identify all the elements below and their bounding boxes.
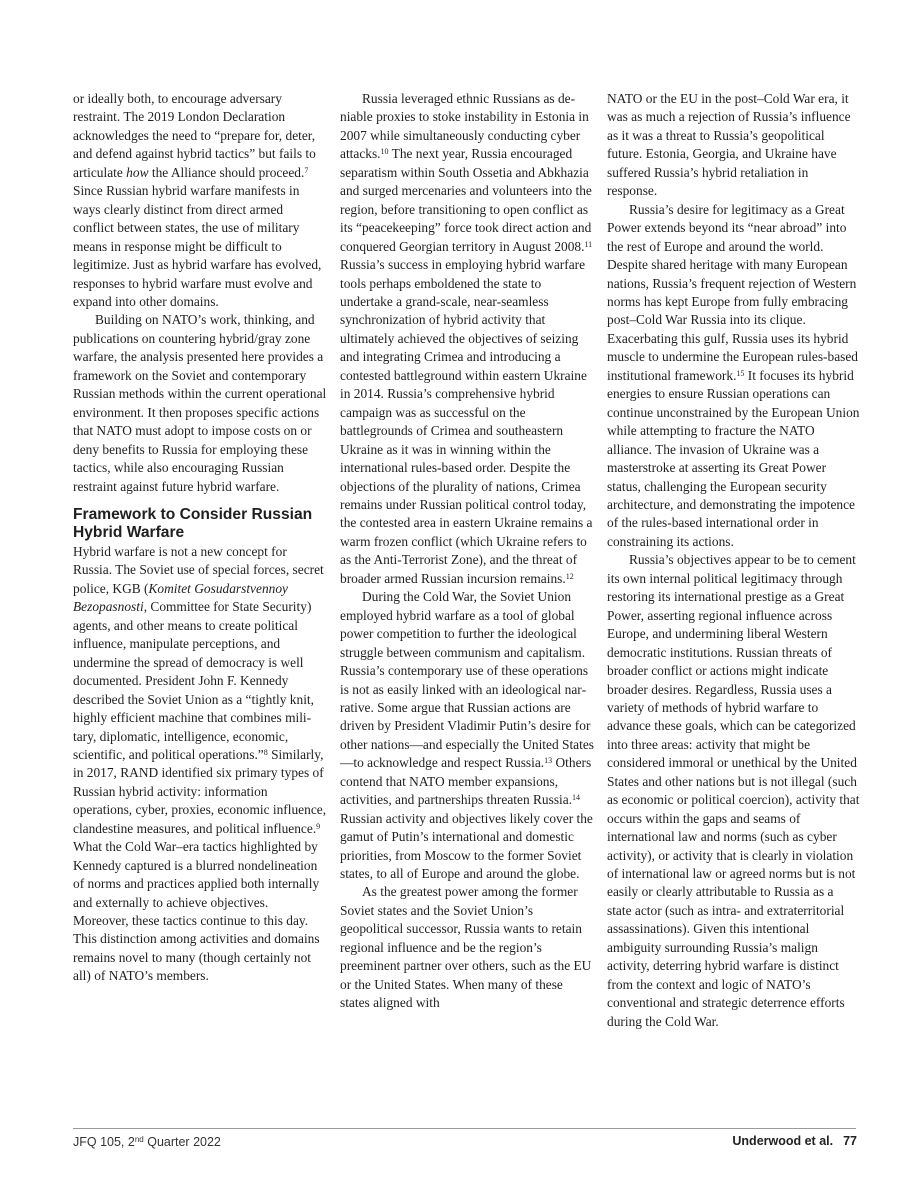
text-run: What the Cold War–era tactics highlighted by Kennedy captured is a blurred nondelineation of norms and practices applied both internally and externally to achieve objectives. Moreover, these tactics continue to this day. This distinction among activities and domains remains novel to many (though certainly not all) of NATO’s members. xyxy=(73,839,320,984)
text-run: The next year, Russia encouraged separatism within South Ossetia and Abkhazia and surged mercenaries and volunteers into the region, before transitioning to open conflict as its “peacekeeping” force took direct action and conquered Georgian territory in August 2008. xyxy=(340,146,592,254)
paragraph xyxy=(73,90,327,311)
emphasis: how xyxy=(126,164,149,180)
text-run: Russian activity and objectives likely cover the gamut of Putin’s international and domestic priorities, from Moscow to the former Soviet states, to all of Europe and around the globe. xyxy=(340,810,593,882)
paragraph: As the greatest power among the former Soviet states and the Soviet Union’s geopolitical successor, Russia wants to retain regional influence and be the region’s preeminent partner over others, such as the EU or the United States. When many of these states aligned with xyxy=(340,884,592,1011)
paragraph xyxy=(340,588,594,883)
text-run: Russia’s desire for legitimacy as a Great Power extends beyond its “near abroad” into the rest of Europe and around the world. Despite shared heritage with many European nations, Russia’s frequent rejection of Western norms has kept Europe from fully embracing post–Cold War Russia into its clique. Exacerbating this gulf, Russia uses its hybrid muscle to undermine the European rules-based institutional framework. xyxy=(607,201,858,383)
footnote-ref[interactable]: 14 xyxy=(572,793,581,803)
text-run: Hybrid warfare is not a new concept for Russia. The Soviet use of special forces, secret police, KGB ( xyxy=(73,543,324,596)
running-footer xyxy=(732,1134,857,1148)
footnote-ref[interactable]: 15 xyxy=(736,368,745,378)
text-run: Similarly, in 2017, RAND identified six primary types of Russian hybrid activity: information operations, cyber, proxies, economic influence, clandestine measures, and political influence. xyxy=(73,746,327,836)
paragraph xyxy=(340,90,594,588)
ordinal-suffix: nd xyxy=(134,1135,144,1144)
journal-quarter: Quarter 2022 xyxy=(143,1135,221,1149)
text-run: During the Cold War, the Soviet Union employed hybrid warfare as a tool of global power competition to further the ideological struggle between communism and capitalism. Russia’s contemporary use of these operations is not as easily linked with an ideological narrative. Some argue that Russian actions are driven by President Vladimir Putin’s desire for other nations—and especially the United States—to acknowledge and respect Russia. xyxy=(340,589,594,771)
footnote-ref[interactable]: 12 xyxy=(565,571,574,581)
author-credit: Underwood et al. xyxy=(732,1134,834,1148)
emphasis: Komitet Gosudarstvennoy Bezopasnosti xyxy=(73,580,288,615)
journal-citation xyxy=(73,1135,221,1149)
footnote-ref[interactable]: 7 xyxy=(304,165,309,175)
text-column-3 xyxy=(607,90,861,1031)
text-column-1 xyxy=(73,90,327,986)
text-run: Russia’s success in employing hybrid warfare tools perhaps emboldened the state to undertake a grand-scale, near-seamless synchronization of hybrid activity that ultimately achieved the objectives of seizing and integrating Crimea and introducing a contested battleground within eastern Ukraine in 2014. Russia’s comprehensive hybrid campaign was as successful on the battlegrounds of Crimea and southeastern Ukraine as it was in winning within the international rules-based order. Despite the objections of the plurality of nations, Crimea remains under Russian political control today, the contested area in eastern Ukraine remains a warm frozen conflict (which Ukraine refers to as the Anti-Terrorist Zone), and the threat of broader armed Russian incursion remains. xyxy=(340,257,593,586)
paragraph: NATO or the EU in the post–Cold War era, it was as much a rejection of Russia’s influence as it was a threat to Russia’s geopolitical future. Estonia, Georgia, and Ukraine have suffered Russia’s hybrid retaliation in response. xyxy=(607,91,851,199)
footnote-ref[interactable]: 8 xyxy=(263,747,268,757)
section-heading: Framework to Consider Russian Hybrid Warfare xyxy=(73,505,313,541)
text-column-2 xyxy=(340,90,594,1013)
paragraph: Russia’s objectives appear to be to cement its own internal political legitimacy through restoring its international prestige as a Great Power, asserting regional influence across Europe, and undermining liberal Western democratic institutions. Russian threats of broader conflict or actions might indicate broader desires. Regardless, Russia uses a variety of methods of hybrid warfare to advance these goals, which can be categorized into three areas: activity that might be considered immoral or unethical by the United States and other nations but is not illegal (such as economic or political coercion), activity that occurs within the gaps and seams of international law and norms (such as cyber activity), or activity that is clearly in violation of international law or agreed norms but is not easily or clearly attributable to Russia as a state actor (such as intra- and extraterritorial assassinations). Given this intentional ambiguity surrounding Russia’s malign activity, deterring hybrid warfare is distinct from the context and logic of NATO’s conventional and strategic deterrence efforts during the Cold War. xyxy=(607,552,860,1029)
footer-divider xyxy=(73,1128,856,1129)
text-run: Russia leveraged ethnic Russians as deniable proxies to stoke instability in Estonia in 2007 while simultaneously conducting cyber attacks. xyxy=(340,91,589,162)
footnote-ref[interactable]: 9 xyxy=(316,821,321,831)
page-number: 77 xyxy=(843,1134,857,1148)
journal-issue: JFQ 105, 2 xyxy=(73,1135,135,1149)
footnote-ref[interactable]: 11 xyxy=(584,239,593,249)
text-run: Others contend that NATO member expansions, activities, and partnerships threaten Russia. xyxy=(340,755,592,808)
text-run: the Alliance should proceed. xyxy=(148,164,305,180)
footnote-ref[interactable]: 13 xyxy=(544,756,553,766)
paragraph xyxy=(73,543,327,986)
text-run: It focuses its hybrid energies to ensure Russian operations can continue unconstrained by the European Union while attempting to fracture the NATO alliance. The invasion of Ukraine was a masterstroke at asserting its Great Power status, challenging the European security architecture, and demonstrating the impotence of the rules-based international order in constraining its actions. xyxy=(607,367,860,549)
paragraph: Building on NATO’s work, thinking, and publications on countering hybrid/gray zone warfare, the analysis presented here provides a framework on the Soviet and contemporary Russian methods within the current operational environment. It then proposes specific actions that NATO must adopt to impose costs on or deny benefits to Russia for employing these tactics, while also encouraging Russian restraint against future hybrid warfare. xyxy=(73,312,327,494)
footnote-ref[interactable]: 10 xyxy=(380,147,389,157)
text-run: Since Russian hybrid warfare manifests in ways clearly distinct from direct armed conflict between states, the use of military means in response might be difficult to legitimize. Just as hybrid warfare has evolved, responses to hybrid warfare must evolve and expand into other domains. xyxy=(73,183,322,309)
text-run: or ideally both, to encourage adversary restraint. The 2019 London Declaration acknowledges the need to “prepare for, deter, and defend against hybrid tactics” but fails to articulate xyxy=(73,91,316,180)
paragraph xyxy=(607,201,861,552)
text-run: , Committee for State Security) agents, and other means to create political influence, manipulate perceptions, and undermine the spread of democracy is well documented. President John F. Kennedy described the Soviet Union as a “tightly knit, highly efficient machine that combines military, diplomatic, intelligence, economic, scientific, and political operations.” xyxy=(73,599,314,762)
